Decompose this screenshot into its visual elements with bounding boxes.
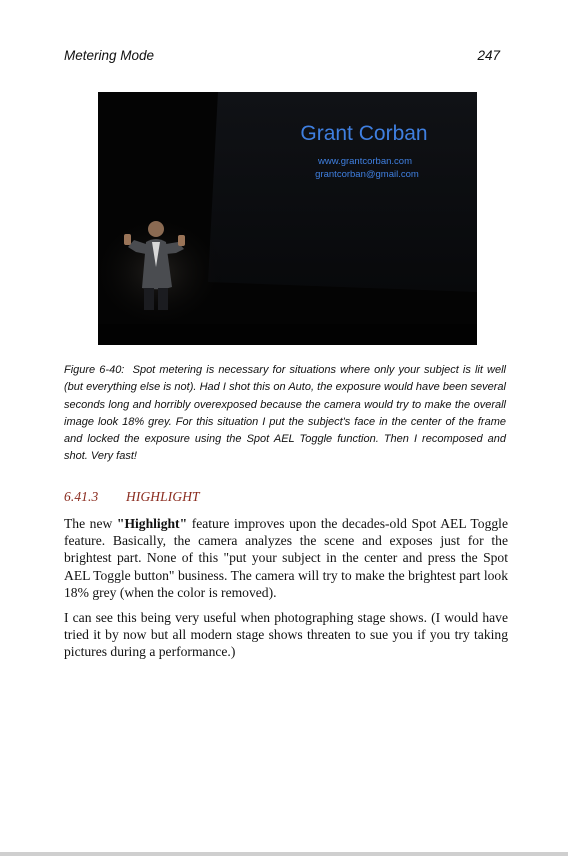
section-heading	[64, 489, 504, 505]
figure-caption	[64, 362, 506, 466]
section-number: 6.41.3	[64, 489, 99, 504]
body-paragraph-1	[64, 515, 508, 601]
screen-email-text: grantcorban@gmail.com	[315, 169, 419, 180]
page-number: 247	[477, 48, 500, 63]
highlight-term: "Highlight"	[116, 516, 188, 531]
caption-label: Figure 6-40:	[64, 364, 125, 376]
body-paragraph-2: I can see this being very useful when photographing stage shows. (I would have tried it by now but all modern stage shows threaten to sue you if you try taking pictures during a performance.)	[64, 610, 508, 660]
section-title: HIGHLIGHT	[126, 489, 200, 504]
paragraph-rest: feature improves upon the decades-old Spot AEL Toggle feature. Basically, the camera analyzes the scene and exposes just for the brightest part. None of this "put your subject in the center and press the Spot AEL Toggle button" business. The camera will try to make the brightest part look 18% grey (when the color is removed).	[64, 516, 508, 600]
screen-name-text: Grant Corban	[300, 122, 428, 145]
bottom-divider	[0, 852, 568, 856]
figure-photo	[98, 92, 477, 345]
paragraph-intro: The new	[64, 516, 117, 531]
running-header	[64, 48, 500, 63]
caption-text: Spot metering is necessary for situations where only your subject is lit well (but everything else is not). Had I shot this on Auto, the exposure would have been several seconds long and horribly overexposed because the camera would try to make the overall image look 18% grey. For this situation I put the subject's face in the center of the frame and locked the exposure using the Spot AEL Toggle function. Then I recomposed and shot. Very fast!	[64, 364, 506, 463]
chapter-title: Metering Mode	[64, 48, 155, 63]
screen-url-text: www.grantcorban.com	[318, 156, 412, 167]
